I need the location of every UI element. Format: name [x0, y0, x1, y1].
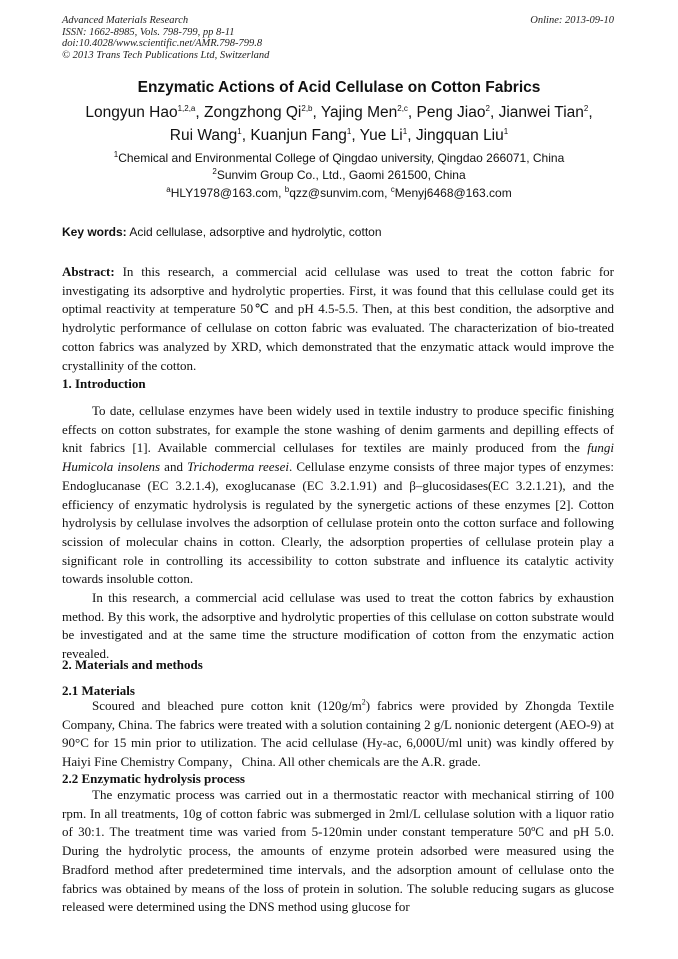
email-sup: c [390, 185, 395, 194]
author-sup: 2,c [397, 103, 408, 113]
affiliation-sup: 1 [113, 150, 119, 159]
journal-name: Advanced Materials Research [62, 15, 189, 26]
author: Jingquan Liu [415, 127, 504, 144]
author: Kuanjun Fang [250, 127, 347, 144]
author: Jianwei Tian [498, 104, 584, 121]
author: Rui Wang [169, 127, 238, 144]
author-sup: 1 [503, 126, 509, 136]
author-sup: 1 [346, 126, 352, 136]
materials-body [62, 697, 614, 772]
hydrolysis-body [62, 786, 614, 917]
affiliation-sup: 2 [212, 167, 217, 176]
abstract [62, 263, 614, 375]
email-address: HLY1978@163.com, [170, 186, 285, 200]
section-heading: 1. Introduction [62, 376, 146, 391]
keywords-label: Key words: [62, 225, 127, 239]
email-sup: b [284, 185, 290, 194]
author-sup: 2 [485, 103, 490, 113]
email-address: qzz@sunvim.com, [289, 186, 391, 200]
paragraph [62, 697, 614, 772]
text-run: To date, cellulase enzymes have been widely used in textile industry to produce specific finishing effects on cotton substrates, for example the stone washing of denim garments and depilling effects of knit fabrics [1]. Available commercial cellulases for textiles are mainly produced from the [62, 403, 614, 456]
affiliation-2 [20, 168, 658, 182]
italic-run: fungi Humicola insolens [62, 440, 614, 475]
author: Longyun Hao [85, 104, 178, 121]
journal-header [62, 15, 269, 61]
email-line [20, 186, 658, 200]
author-list: Longyun Hao$^{1,2,a}$, Zongzhong Qi$^{2,b}$, Yajing Men$^{2,c}$, Peng Jiao$^2$, Jianwei Tian$^2$, Rui Wang$^1$, Kuanjun Fang$^1$, Yue Li$^1$, Jingquan Liu$^1$ [85, 103, 593, 144]
abstract-label: Abstract: [62, 264, 115, 279]
author-sup: 1 [402, 126, 408, 136]
section-heading: 2. Materials and methods [62, 657, 203, 672]
doi-line: doi:10.4028/www.scientific.net/AMR.798-799.8 [62, 38, 263, 49]
keywords-text: Acid cellulase, adsorptive and hydrolytic, cotton [126, 225, 382, 239]
email-sup: a [166, 185, 171, 194]
abstract-text: In this research, a commercial acid cellulase was used to treat the cotton fabric for investigating its adsorptive and hydrolytic properties. First, it was found that this cellulase could get its optimal reactivity at temperature 50℃ and pH 4.5-5.5. Then, at this best condition, the adsorptive and hydrolytic performance of cellulase on cotton fabric was evaluated. The characterization of bio-treated cotton fabrics was analyzed by XRD, which demonstrated that the enzymatic attack would improve the crystallinity of the cotton. [62, 264, 614, 373]
author-sup: 1 [237, 126, 242, 136]
text-run: Scoured and bleached pure cotton knit (120g/m [92, 698, 362, 713]
author: Peng Jiao [416, 104, 486, 121]
email-address: Menyj6468@163.com [394, 186, 512, 200]
paragraph: In this research, a commercial acid cellulase was used to treat the cotton fabrics by exhaustion method. By this work, the adsorptive and hydrolytic properties of this cellulase on cotton substrate would be investigated and at the same time the structure modification of cotton from the enzymatic action revealed. [62, 590, 614, 662]
affiliation-text: Chemical and Environmental College of Qingdao university, Qingdao 266071, China [118, 151, 565, 165]
introduction-body [62, 402, 614, 664]
paragraph: The enzymatic process was carried out in a thermostatic reactor with mechanical stirring of 100 rpm. In all treatments, 10g of cotton fabric was submerged in 2ml/L cellulase solution with a liquor ratio of 30:1. The treatment time was varied from 5-120min under constant temperature 50ºC and pH 5.0. During the hydrolytic process, the amounts of enzyme protein adsorbed were measured using the Bradford method after predetermined time intervals, and the adsorption amount of cellulase onto the fabrics was obtained by means of the loss of protein in solution. The soluble reducing sugars as glucose released were determined using the DNS method using glucose for [62, 787, 614, 915]
author-sup: 2 [583, 103, 589, 113]
text-run: . Cellulase enzyme consists of three major types of enzymes: Endoglucanase (EC 3.2.1.4), exoglucanase (EC 3.2.1.91) and β–glucosidases(EC 3.2.1.21), and the efficiency of enzymatic hydrolysis is regulated by the synergetic actions of these enzymes [2]. Cotton hydrolysis by cellulase involves the adsorption of cellulase protein onto the cotton surface and following scission of molecular chains in cotton. Clearly, the adsorption properties of cellulase protein play a significant role in controlling its accessibility to cotton substrate and influence its catalytic activity towards insoluble cotton. [62, 459, 614, 587]
copyright-line: © 2013 Trans Tech Publications Ltd, Switzerland [62, 49, 270, 61]
author-sup: 2,b [301, 103, 313, 113]
paper-title: Enzymatic Actions of Acid Cellulase on Cotton Fabrics [137, 79, 541, 96]
online-date: Online: 2013-09-10 [530, 15, 614, 26]
author-sup: 1,2,a [177, 103, 196, 113]
author: Yue Li [359, 127, 403, 144]
keywords [62, 225, 382, 239]
affiliation-text: Sunvim Group Co., Ltd., Gaomi 261500, China [216, 168, 466, 182]
superscript: 2 [361, 697, 366, 707]
issn-line: ISSN: 1662-8985, Vols. 798-799, pp 8-11 [62, 26, 235, 38]
text-run: ) fabrics were provided by Zhongda Textile Company, China. The fabrics were treated with a solution containing 2 g/L nonionic detergent (AEO-9) at 90°C for 15 min prior to utilization. The acid cellulase (Hy-ac, 6,000U/ml unit) was kindly offered by Haiyi Fine Chemistry Company，China. All other chemicals are the A.R. grade. [62, 698, 614, 770]
subsection-heading: 2.1 Materials [62, 683, 135, 698]
affiliation-1 [20, 151, 658, 165]
subsection-heading: 2.2 Enzymatic hydrolysis process [62, 771, 245, 786]
author: Zongzhong Qi [204, 104, 302, 121]
author: Yajing Men [320, 104, 398, 121]
text-run: and [160, 459, 188, 475]
italic-run: Trichoderma reesei [187, 459, 289, 475]
paragraph [62, 402, 614, 589]
